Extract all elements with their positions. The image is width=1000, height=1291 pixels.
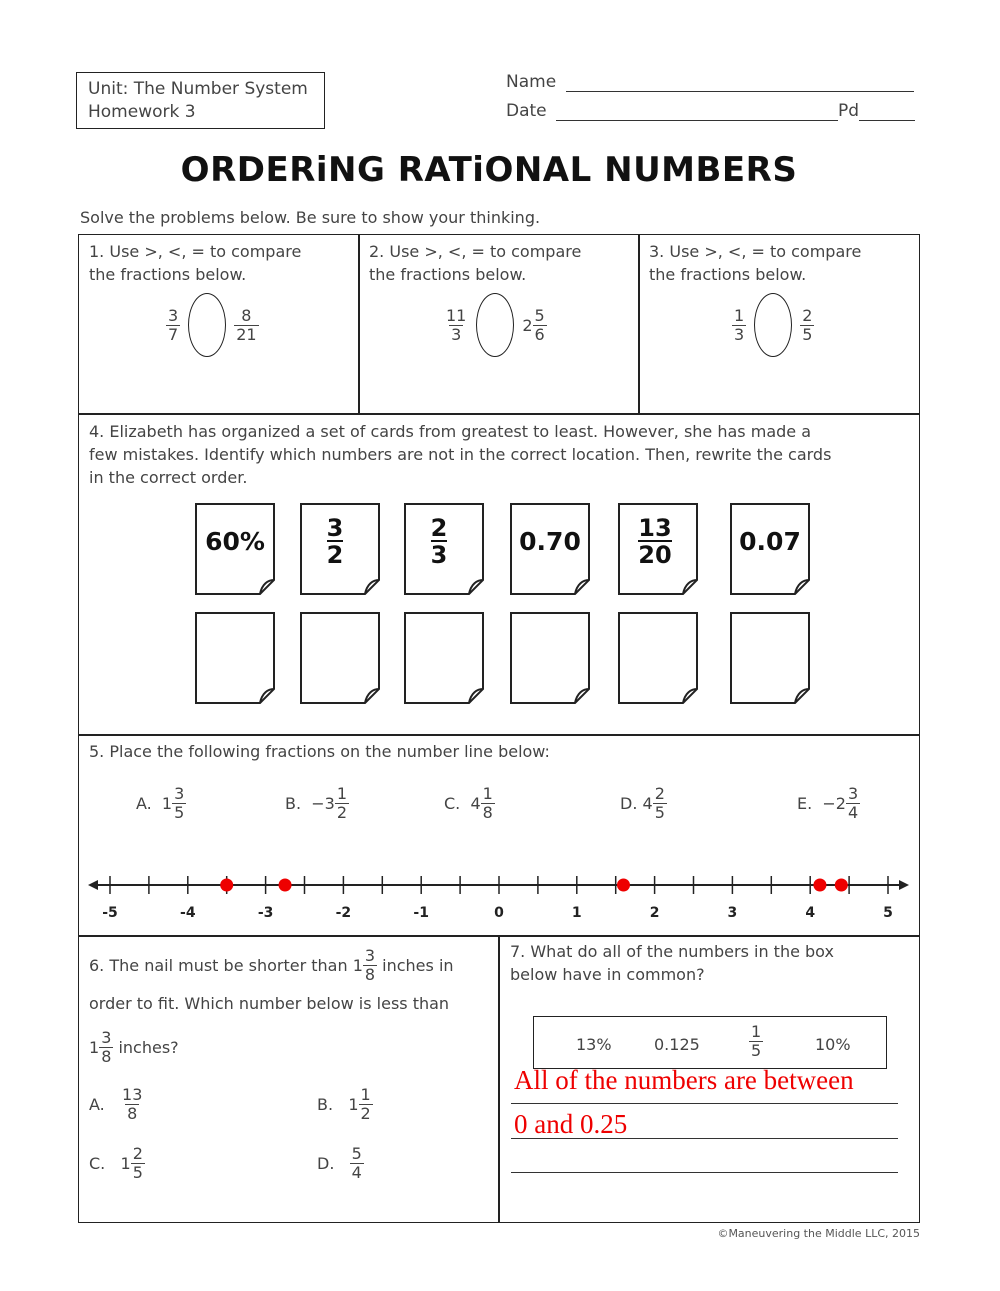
- arrow-left-icon: [88, 880, 98, 890]
- q2-line2: the fractions below.: [369, 265, 527, 284]
- card-value: 0.70: [519, 527, 581, 556]
- q6-option-c[interactable]: C. 1 $\frac{2}{5}$: [89, 1144, 143, 1182]
- fraction: $\frac{3}{7}$: [168, 305, 179, 344]
- fraction: $\frac{8}{21}$: [236, 305, 257, 344]
- unit-title: Unit: The Number System: [88, 79, 308, 99]
- q3-line1: 3. Use >, <, = to compare: [649, 242, 862, 261]
- divider: [498, 935, 500, 1223]
- q5-option-c: C. 4 $\frac{1}{8}$: [444, 784, 493, 822]
- card-blank-4[interactable]: [511, 613, 589, 703]
- mixed-whole: 2: [522, 315, 533, 335]
- tick-label: 0: [494, 905, 504, 921]
- card-blank-3[interactable]: [405, 613, 483, 703]
- q7-number: 0.125: [654, 1035, 700, 1054]
- tick-label: -2: [335, 905, 352, 921]
- card-fraction: 3 2: [326, 514, 344, 569]
- q7-line1: 7. What do all of the numbers in the box: [510, 942, 834, 961]
- q6-line2: order to fit. Which number below is less than: [89, 994, 450, 1013]
- fraction: $\frac{11}{3}$: [446, 305, 467, 344]
- tick-label: 3: [727, 905, 738, 921]
- tick-label: -1: [413, 905, 429, 921]
- tick-label: -3: [257, 905, 274, 921]
- tick-label: 5: [883, 905, 893, 921]
- q5-option-d: D. 4 $\frac{2}{5}$: [620, 784, 665, 822]
- q3-line2: the fractions below.: [649, 265, 807, 284]
- answer-line[interactable]: [511, 1172, 898, 1173]
- q2-line1: 2. Use >, <, = to compare: [369, 242, 582, 261]
- plotted-point: [617, 879, 630, 892]
- plotted-point: [813, 879, 826, 892]
- card-blank-2[interactable]: [301, 613, 379, 703]
- q4-line1: 4. Elizabeth has organized a set of cards from greatest to least. However, she has made a: [89, 422, 812, 441]
- handwritten-answer-line1: All of the numbers are between: [514, 1065, 854, 1095]
- pd-label: Pd: [838, 101, 860, 121]
- card-fraction: 13 20: [638, 514, 672, 569]
- card-blank-5[interactable]: [619, 613, 697, 703]
- q7-prompt: [510, 940, 834, 986]
- card-blank-6[interactable]: [731, 613, 809, 703]
- tick-label: -4: [180, 905, 196, 921]
- copyright: ©Maneuvering the Middle LLC, 2015: [717, 1227, 920, 1240]
- card-value: 60%: [205, 527, 265, 556]
- q5-option-a: A. 1 $\frac{3}{5}$: [136, 784, 185, 822]
- tick-label: -5: [102, 905, 118, 921]
- card-fraction: 2 3: [430, 514, 448, 569]
- card-value: 0.07: [739, 527, 801, 556]
- q1-line1: 1. Use >, <, = to compare: [89, 242, 302, 261]
- fraction: $\frac{5}{6}$: [534, 305, 545, 344]
- q7-number: 10%: [815, 1035, 851, 1054]
- fraction: $\frac{2}{5}$: [802, 305, 813, 344]
- q6-option-a[interactable]: A. $\frac{13}{8}$: [89, 1085, 143, 1123]
- q4-line2: few mistakes. Identify which numbers are not in the correct location. Then, rewrite the cards: [89, 445, 832, 464]
- q7-number: $\frac{1}{5}$: [751, 1022, 762, 1060]
- homework-number: Homework 3: [88, 102, 196, 122]
- tick-label: 4: [805, 905, 816, 921]
- q4-line3: in the correct order.: [89, 468, 248, 487]
- instructions: Solve the problems below. Be sure to show your thinking.: [80, 208, 541, 227]
- q5-option-b: B. −3 $\frac{1}{2}$: [285, 784, 348, 822]
- page-title: ORDERiNG RATiONAL NUMBERS: [180, 150, 798, 190]
- card-blank-1[interactable]: [196, 613, 274, 703]
- tick-label: 2: [649, 905, 660, 921]
- arrow-right-icon: [899, 880, 909, 890]
- q6-line3: 1 $\frac{3}{8}$ inches?: [89, 1028, 179, 1066]
- q1-line2: the fractions below.: [89, 265, 247, 284]
- date-label: Date: [506, 101, 547, 121]
- number-line[interactable]: [0, 860, 1000, 930]
- q7-number: 13%: [576, 1035, 612, 1054]
- q5-option-e: E. −2 $\frac{3}{4}$: [797, 784, 859, 822]
- q6-option-b[interactable]: B. 1 $\frac{1}{2}$: [317, 1085, 371, 1123]
- q7-line2: below have in common?: [510, 965, 705, 984]
- plotted-point: [220, 879, 233, 892]
- plotted-point: [835, 879, 848, 892]
- tick-label: 1: [571, 905, 582, 921]
- q6-option-d[interactable]: D. $\frac{5}{4}$: [317, 1144, 362, 1182]
- q6-line1: 6. The nail must be shorter than 1 $\frac{3}{8}$ inches in: [89, 946, 454, 984]
- name-label: Name: [506, 72, 557, 92]
- answer-line[interactable]: [511, 1103, 898, 1104]
- handwritten-answer-line2: 0 and 0.25: [514, 1109, 628, 1139]
- q5-prompt: 5. Place the following fractions on the number line below:: [89, 742, 550, 761]
- fraction: $\frac{1}{3}$: [734, 305, 745, 344]
- plotted-point: [279, 879, 292, 892]
